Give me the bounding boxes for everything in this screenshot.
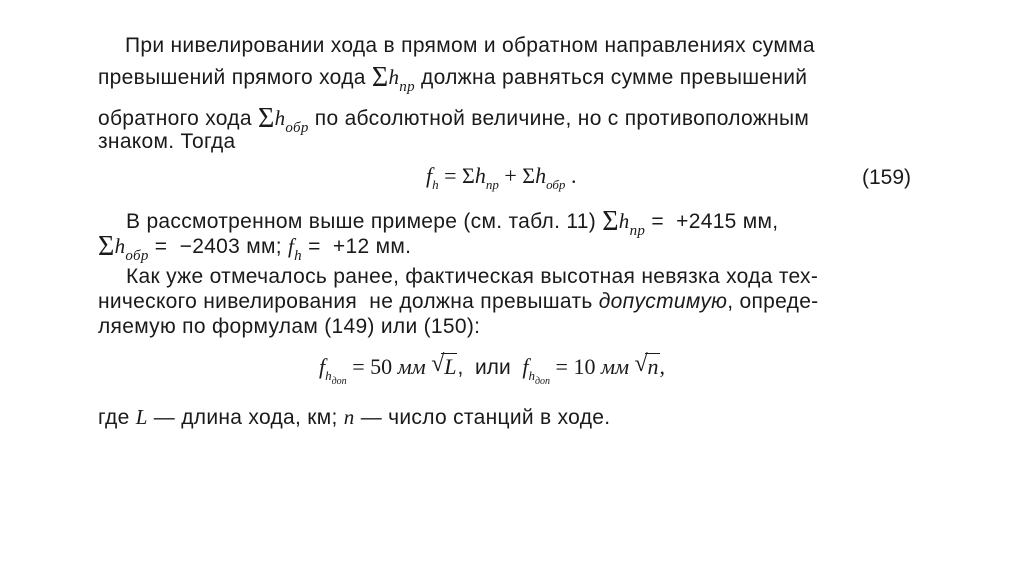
subscript: доп [331,376,347,387]
math-op: = 50 [346,354,398,379]
text: где [98,406,136,429]
subscript: h [528,368,535,383]
math-L: L [135,405,148,429]
math-f: f [288,234,295,258]
subscript: пр [485,177,499,192]
math-n: n [343,405,355,429]
math-h: h [535,163,547,188]
radical-symbol: √ [634,351,648,377]
math-h: h [618,209,630,233]
text: — число станций в ходе. [354,406,611,429]
sum-symbol: Σ [602,206,619,237]
sum-symbol: Σ [257,103,275,134]
math-op: = Σ [438,163,475,188]
unit: мм [600,354,630,379]
text: Как уже отмечалось ранее, фактическая высотная невязка хода тех- [126,265,819,288]
subscript: h [432,177,439,192]
equation-number: (159) [862,166,912,189]
text: по абсолютной величине, но с противоположным [314,107,810,130]
math-h: h [114,234,126,258]
text: ляемую по формулам (149) или (150): [98,315,481,338]
equation-tolerance [319,351,666,387]
subscript: обр [546,177,566,192]
radical-symbol: √ [431,351,445,377]
emphasis-text: допустимую [598,290,728,313]
math-op: + Σ [498,163,536,188]
text: При нивелировании хода в прямом и обратном направлениях сумма [125,34,815,57]
sqrt-expression [634,351,660,380]
math-op: . [565,163,577,188]
subscript: пр [399,79,415,95]
separator: , или [457,356,523,379]
text: = +2415 мм, [645,210,779,233]
paragraph4-line [98,405,610,430]
subscript: h [325,368,332,383]
paragraph3-line3 [98,315,480,339]
unit: мм [397,354,426,379]
paragraph1-line1 [125,34,815,58]
math-h: h [388,65,400,89]
text: знаком. Тогда [98,130,236,153]
subscript: обр [285,120,309,136]
paragraph3-line2 [98,290,818,314]
text: = −2403 мм; [148,235,282,258]
sum-symbol: Σ [98,231,115,262]
math-f: f [426,163,433,188]
text: В рассмотренном выше примере (см. табл. 11) [126,210,597,233]
paragraph3-line1 [126,265,818,289]
subscript: пр [629,223,646,239]
math-op: , [659,354,666,379]
text: обратного хода [98,107,252,130]
text: нического нивелирования не должна превышать [98,290,593,313]
equation-159 [426,163,576,193]
paragraph1-line2 [98,62,807,96]
text: , опреде- [727,290,819,313]
subscript: обр [125,248,149,264]
math-h: h [474,163,486,188]
text: — длина хода, км; [147,406,344,429]
math-op: = 10 [550,354,601,379]
sum-symbol: Σ [371,62,389,93]
math-f: f [319,354,326,379]
text: должна равняться сумме превышений [421,66,808,89]
paragraph1-line4 [98,130,236,154]
sqrt-expression [431,351,457,380]
math-h: h [274,106,286,130]
subscript: h [294,248,302,264]
math-f: f [522,354,529,379]
math-L: L [441,353,457,379]
text: = +12 мм. [301,235,412,258]
math-n: n [645,353,660,379]
subscript: доп [534,376,551,387]
paragraph2-line2 [98,231,411,265]
text: превышений прямого хода [98,66,366,89]
